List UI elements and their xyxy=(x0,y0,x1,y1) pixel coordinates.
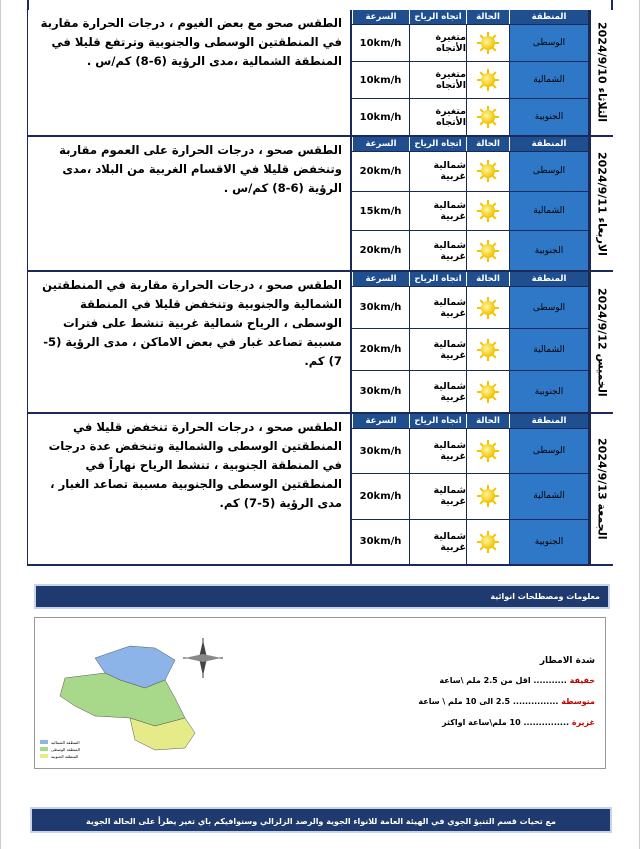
status-cell xyxy=(466,371,509,412)
header-speed: السرعة xyxy=(352,272,409,286)
wind-speed: 15km/h xyxy=(359,205,402,217)
date-label: الخميس 2024/9/12 xyxy=(595,287,609,397)
header-speed: السرعة xyxy=(352,137,409,151)
table-header xyxy=(352,414,588,428)
rain-heavy-text: ............... 10 ملم\ساعة اواكثر xyxy=(442,718,570,727)
sun-icon xyxy=(474,106,502,128)
sun-icon xyxy=(474,69,502,91)
wind-direction: شمالية غربية xyxy=(409,231,466,270)
day-block xyxy=(28,272,613,414)
date-label: الثلاثاء 2024/9/10 xyxy=(595,22,609,123)
day-description: الطقس صحو ، درجات الحرارة مقاربة في المنطقتين الشمالية والجنوبية وتنخفض قليلا في المنطقة الوسطى ، الرياح شمالية غربية تنشط على فترات مسببة تصاعد غبار في بعض الاماكن ، مدى الرؤية (5-7) كم. xyxy=(42,278,342,368)
rain-moderate-label: متوسطة xyxy=(561,697,595,706)
forecast-table xyxy=(350,414,590,564)
footer-text: مع تحيات قسم التنبؤ الجوي في الهيئة العامة للانواء الجوية والرصد الزلزالي وسنوافيكم باي تغير يطرأ على الحالة الجوية xyxy=(86,817,556,826)
header-wind: اتجاه الرياح xyxy=(409,414,466,428)
rain-moderate xyxy=(395,697,595,706)
wind-speed: 20km/h xyxy=(359,344,402,355)
wind-speed: 30km/h xyxy=(359,445,402,457)
legend-north: المنطقة الشمالية xyxy=(51,740,80,745)
sun-icon xyxy=(474,160,502,182)
day-description: الطقس صحو ، درجات الحرارة على العموم مقاربة وتنخفض قليلا في الاقسام الغربية من البلاد ،مدى الرؤية (6-8) كم/س . xyxy=(59,143,342,195)
forecast-row xyxy=(352,191,588,231)
region-name: الوسطى xyxy=(509,429,588,473)
wind-direction: شمالية غربية xyxy=(409,474,466,518)
status-cell xyxy=(466,520,509,564)
header-status: الحالة xyxy=(466,10,509,24)
wind-speed: 30km/h xyxy=(359,386,402,397)
compass-icon xyxy=(183,638,223,678)
rain-light xyxy=(395,676,595,685)
region-name: الشمالية xyxy=(509,329,588,370)
sun-icon xyxy=(474,240,502,262)
forecast-row xyxy=(352,328,588,370)
region-name: الشمالية xyxy=(509,192,588,231)
table-header xyxy=(352,272,588,286)
table-header xyxy=(352,137,588,151)
date-label: الجمعة 2024/9/13 xyxy=(595,438,609,540)
region-name: الجنوبية xyxy=(509,371,588,412)
wind-speed: 30km/h xyxy=(359,302,402,313)
forecast-row xyxy=(352,370,588,412)
table-header xyxy=(352,10,588,24)
status-cell xyxy=(466,99,509,135)
sun-icon xyxy=(474,381,502,403)
day-block xyxy=(28,10,613,137)
header-region: المنطقة xyxy=(509,272,588,286)
rain-heavy-label: غزيرة xyxy=(571,718,595,727)
sun-icon xyxy=(474,297,502,319)
forecast-row xyxy=(352,428,588,473)
date-label: الاربعاء 2024/9/11 xyxy=(595,151,609,256)
sun-icon xyxy=(474,200,502,222)
forecast-table xyxy=(350,10,590,135)
status-cell xyxy=(466,192,509,231)
status-cell xyxy=(466,429,509,473)
wind-speed: 20km/h xyxy=(359,490,402,502)
day-date xyxy=(590,137,613,270)
region-name: الوسطى xyxy=(509,25,588,61)
info-title-bar xyxy=(34,584,610,609)
status-cell xyxy=(466,152,509,191)
day-description: الطقس صحو ، درجات الحرارة تنخفض قليلا في المنطقتين الوسطى والشمالية وتنخفض عدة درجات في المنطقة الجنوبية ، تنشط الرياح نهاراً في المنطقتين الوسطى والجنوبية مسببة تصاعد الغبار ، مدى الرؤية (5-7) كم. xyxy=(48,420,342,510)
day-date xyxy=(590,272,613,412)
wind-speed: 20km/h xyxy=(359,165,402,177)
rain-moderate-text: ............... 2.5 الى 10 ملم \ ساعة xyxy=(418,697,559,706)
forecast-row xyxy=(352,473,588,518)
status-cell xyxy=(466,62,509,98)
rain-intensity xyxy=(395,656,595,786)
forecast-row xyxy=(352,286,588,328)
wind-speed: 10km/h xyxy=(359,37,402,49)
day-date xyxy=(590,10,613,135)
day-block xyxy=(28,137,613,272)
legend-central: المنطقة الوسطى xyxy=(51,747,80,752)
header-region: المنطقة xyxy=(509,414,588,428)
forecast-row xyxy=(352,98,588,135)
status-cell xyxy=(466,474,509,518)
wind-direction: شمالية غربية xyxy=(409,287,466,328)
day-date xyxy=(590,414,613,564)
forecast-row xyxy=(352,151,588,191)
header-status: الحالة xyxy=(466,137,509,151)
wind-direction: متغيرة الأتجاه xyxy=(409,25,466,61)
wind-speed: 20km/h xyxy=(359,245,402,257)
info-box xyxy=(34,617,606,769)
day-block xyxy=(28,414,613,566)
region-name: الوسطى xyxy=(509,152,588,191)
forecast-row xyxy=(352,24,588,61)
region-name: الوسطى xyxy=(509,287,588,328)
header-wind: اتجاه الرياح xyxy=(409,10,466,24)
wind-direction: شمالية غربية xyxy=(409,329,466,370)
header-wind: اتجاه الرياح xyxy=(409,137,466,151)
sun-icon xyxy=(474,339,502,361)
region-name: الشمالية xyxy=(509,62,588,98)
header-speed: السرعة xyxy=(352,414,409,428)
status-cell xyxy=(466,231,509,270)
status-cell xyxy=(466,25,509,61)
info-title: معلومات ومصطلحات انوائية xyxy=(490,592,600,601)
rain-title: شدة الامطار xyxy=(539,656,595,666)
sun-icon xyxy=(474,531,502,553)
header-region: المنطقة xyxy=(509,137,588,151)
region-name: الجنوبية xyxy=(509,520,588,564)
region-name: الجنوبية xyxy=(509,99,588,135)
header-region: المنطقة xyxy=(509,10,588,24)
wind-direction: شمالية غربية xyxy=(409,152,466,191)
header-status: الحالة xyxy=(466,272,509,286)
wind-speed: 30km/h xyxy=(359,536,402,548)
forecast-table xyxy=(350,272,590,412)
wind-direction: شمالية غربية xyxy=(409,371,466,412)
rain-heavy xyxy=(395,718,595,727)
wind-direction: متغيرة الأتجاه xyxy=(409,62,466,98)
forecast-row xyxy=(352,230,588,270)
region-name: الشمالية xyxy=(509,474,588,518)
header-status: الحالة xyxy=(466,414,509,428)
rain-light-text: ........... اقل من 2.5 ملم \ساعة xyxy=(439,676,567,685)
sun-icon xyxy=(474,32,502,54)
header-speed: السرعة xyxy=(352,10,409,24)
sun-icon xyxy=(474,485,502,507)
wind-direction: شمالية غربية xyxy=(409,429,466,473)
iraq-map xyxy=(35,618,235,768)
wind-speed: 10km/h xyxy=(359,74,402,86)
legend-south: المنطقة الجنوبية xyxy=(51,754,79,759)
region-name: الجنوبية xyxy=(509,231,588,270)
footer-bar xyxy=(30,807,612,833)
wind-direction: متغيرة الأتجاه xyxy=(409,99,466,135)
forecast-row xyxy=(352,61,588,98)
rain-light-label: خفيفة xyxy=(569,676,595,685)
sun-icon xyxy=(474,440,502,462)
header-wind: اتجاه الرياح xyxy=(409,272,466,286)
status-cell xyxy=(466,287,509,328)
wind-direction: شمالية غربية xyxy=(409,520,466,564)
forecast-row xyxy=(352,519,588,564)
wind-speed: 10km/h xyxy=(359,111,402,123)
forecast-table xyxy=(350,137,590,270)
day-description: الطقس صحو مع بعض الغيوم ، درجات الحرارة مقاربة في المنطقتين الوسطى والجنوبية وترتفع قليلا في المنطقة الشمالية ،مدى الرؤية (6-8) كم/س . xyxy=(40,16,342,68)
wind-direction: شمالية غربية xyxy=(409,192,466,231)
status-cell xyxy=(466,329,509,370)
